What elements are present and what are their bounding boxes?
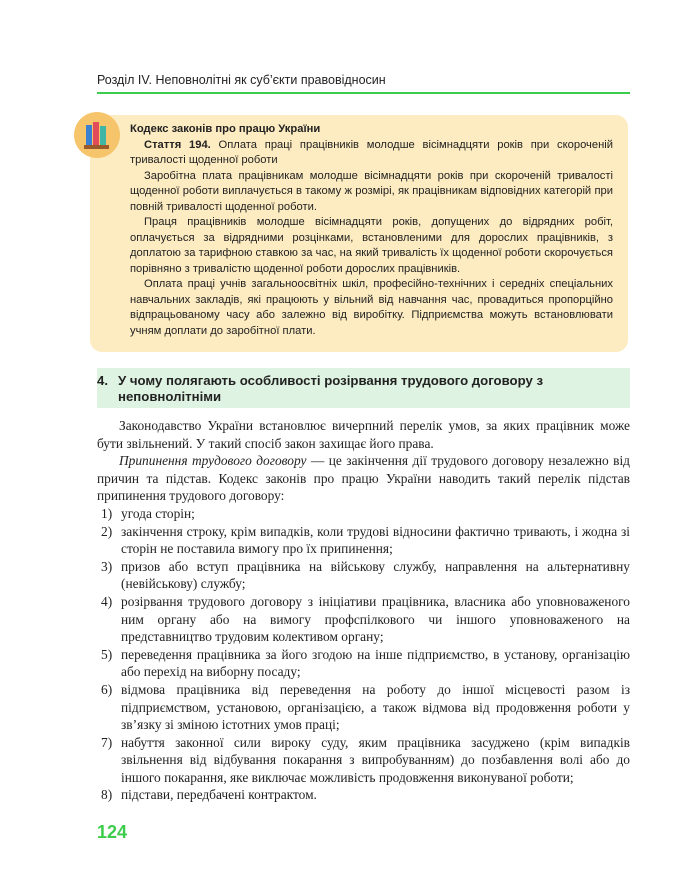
list-item: 7) набуття законної сили вироку суду, яким працівника засуджено (крім випадків звільнення від відбування покарання з випробуванням) до позбавлення волі або до іншого покарання, яке виключає можливість продовження виконуваної роботи; bbox=[101, 734, 630, 785]
list-item: 8) підстави, передбачені контрактом. bbox=[101, 787, 317, 803]
codex-article bbox=[130, 138, 613, 169]
termination-grounds-list bbox=[97, 505, 630, 804]
intro-paragraph: Законодавство України встановлює вичерпний перелік умов, за яких працівник може бути звільнений. У такий спосіб закон захищає його права. bbox=[97, 418, 630, 451]
body-text bbox=[97, 417, 630, 804]
chapter-header: Розділ IV. Неповнолітні як суб’єкти правовідносин bbox=[97, 73, 386, 87]
books-icon bbox=[74, 112, 120, 158]
codex-title: Кодекс законів про працю України bbox=[130, 123, 321, 135]
definition-paragraph bbox=[97, 452, 630, 505]
list-item: 4) розірвання трудового договору з ініціативи працівника, власника або уповноваженого ним органу або на вимогу профспілкового чи іншого уповноваженого на представництво трудовим колективом органу; bbox=[101, 593, 630, 645]
list-item: 6) відмова працівника від переведення на роботу до іншої місцевості разом із підприємством, установою, організацією, а також відмова від продовження роботи у зв’язку зі зміною істотних умов праці; bbox=[101, 681, 630, 733]
defined-term: Припинення трудового договору bbox=[119, 453, 307, 469]
article-label: Стаття 194. bbox=[144, 138, 211, 151]
page-number: 124 bbox=[97, 822, 128, 842]
section-number: 4. bbox=[97, 373, 108, 388]
list-item: 1) угода сторін; bbox=[101, 505, 195, 521]
header-divider bbox=[97, 92, 630, 94]
list-item: 5) переведення працівника за його згодою на інше підприємство, в установу, організацію або перехід на виборну посаду; bbox=[101, 646, 630, 680]
definition-text: — це закінчення дії трудового договору незалежно від причин та підстав. Кодекс законів про працю України наводить такий перелік підстав припинення трудового договору: bbox=[97, 453, 630, 504]
article-text: Оплата праці працівників молодше вісімнадцяти років при скороченій тривалості щоденної роботи bbox=[130, 138, 614, 166]
list-item: 2) закінчення строку, крім випадків, коли трудові відносини фактично тривають, і жодна зі сторін не поставила вимогу про їх припинення; bbox=[101, 523, 630, 557]
codex-paragraph: Праця працівників молодше вісімнадцяти років, допущених до відрядних робіт, оплачується за відрядними розцінками, встановленими для дорослих працівників, з доплатою за тарифною ставкою за час, на який тривалість їх щоденної роботи скорочується порівняно з тривалістю щоденної роботи дорослих працівників. bbox=[130, 216, 613, 275]
codex-content bbox=[130, 122, 613, 339]
codex-paragraph: Оплата праці учнів загальноосвітніх шкіл, професійно-технічних і середніх спеціальних навчальних закладів, які працюють у вільний від навчання час, провадиться пропорційно відпрацьованому часу або залежно від виробітку. Підприємства можуть встановлювати учням доплати до заробітної плати. bbox=[130, 278, 613, 337]
codex-paragraph: Заробітна плата працівникам молодше вісімнадцяти років при скороченій тривалості щоденної роботи виплачується в такому ж розмірі, як працівникам відповідних категорій при повній тривалості щоденної роботи. bbox=[130, 169, 613, 213]
section-title: У чому полягають особливості розірвання трудового договору з неповнолітніми bbox=[118, 373, 544, 404]
list-item: 3) призов або вступ працівника на військову службу, направлення на альтернативну (невійськову) службу; bbox=[101, 558, 630, 592]
